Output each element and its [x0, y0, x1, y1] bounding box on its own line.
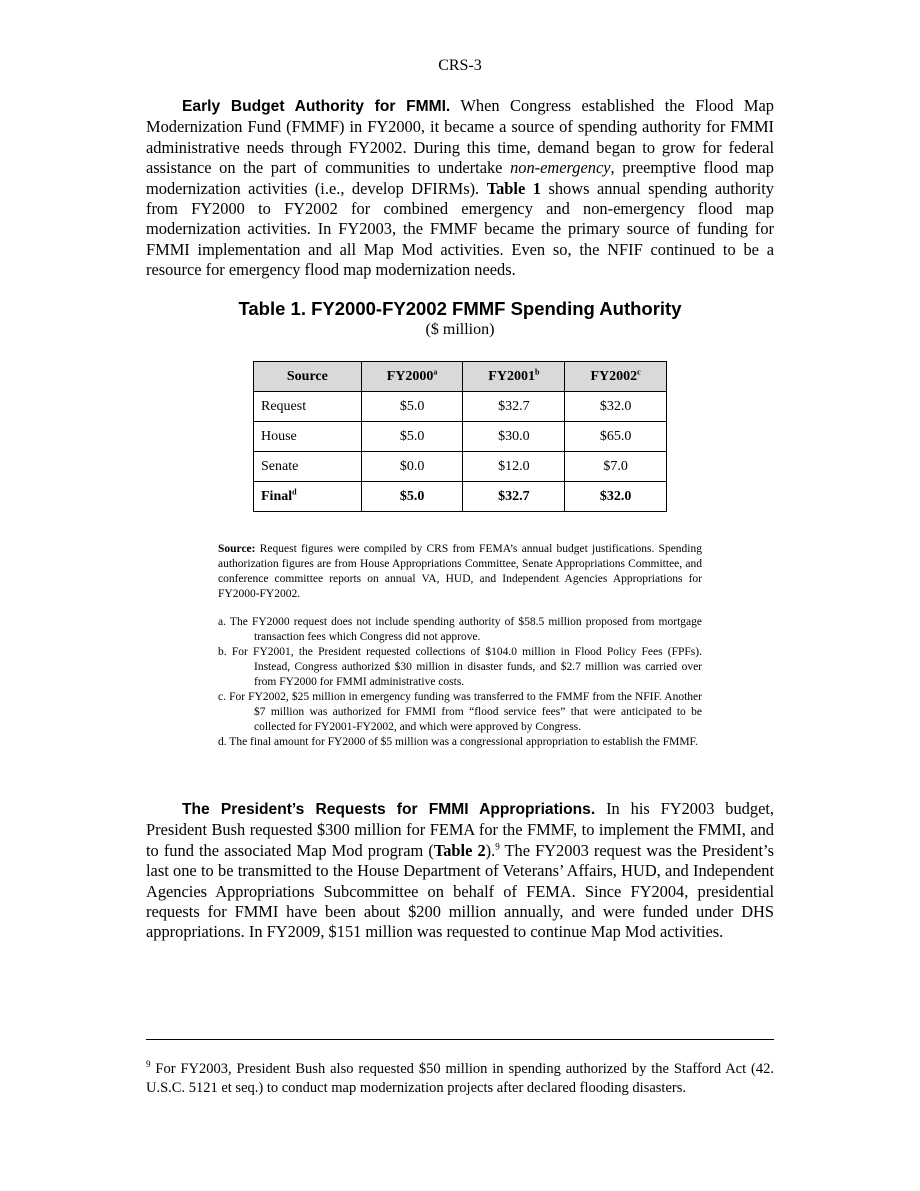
section1-text-b: , preemptive flood map modernization activities (i.e., develop DFIRMs).: [146, 158, 774, 198]
column-header-fy2000: FY2000$^a$: [361, 362, 463, 392]
column-header-fy2002: FY2002$^c$: [565, 362, 667, 392]
footnote-9: [146, 1060, 774, 1097]
table1-unit: ($ million): [425, 321, 495, 338]
section1-emphasis: non-emergency: [510, 158, 611, 178]
cell-fy2002: $65.0: [565, 422, 667, 452]
footnote-divider: [146, 1039, 774, 1040]
table1-title: Table 1. FY2000-FY2002 FMMF Spending Authority: [238, 298, 682, 319]
table1-source-note: [218, 542, 702, 602]
footnote-mark: 9: [146, 1059, 151, 1070]
section-heading-presidents-requests: The President’s Requests for FMMI Appropriations.: [182, 801, 596, 818]
cell-fy2001: $32.7: [463, 392, 565, 422]
section1-text-a: When Congress established the Flood Map Modernization Fund (FMMF) in FY2000, it became a source of spending authority for FMMI administrative needs through FY2002. During this time, demand began to grow for federal assistance on the part of communities to undertake: [146, 96, 774, 178]
section2-text-c: The FY2003 request was the President’s last one to be transmitted to the House Department of Veterans’ Affairs, HUD, and Independent Agencies Appropriations Subcommittee on behalf of FEMA. Since FY2004, presidential requests for FMMI have been about $200 million annually, and were funded under DHS appropriations. In FY2009, $151 million was requested to continue Map Mod activities.: [146, 840, 774, 942]
table-note: b. For FY2001, the President requested collections of $104.0 million in Flood Policy Fees (FPFs). Instead, Congress authorized $30 million in disaster funds, and $2.7 million was carried over from FY2000 for FMMI administrative costs.: [218, 646, 702, 688]
cell-fy2001: $30.0: [463, 422, 565, 452]
section1-text-c: shows annual spending authority from FY2000 to FY2002 for combined emergency and non-emergency flood map modernization activities. In FY2003, the FMMF became the primary source of funding for FMMI implementation and all Map Mod activities. Even so, the NFIF continued to be a resource for emergency flood map modernization needs.: [146, 178, 775, 280]
cell-fy2002: $32.0: [565, 392, 667, 422]
table1-reference: Table 1: [486, 178, 541, 198]
table2-reference: Table 2: [433, 840, 486, 860]
source-label: Source:: [218, 543, 256, 555]
source-text: Request figures were compiled by CRS from FEMA’s annual budget justifications. Spending authorization figures are from House Appropriations Committee, Senate Appropriations Committee, and conference committee reports on annual VA, HUD, and Independent Agencies Appropriations for FY2000-FY2002.: [218, 543, 702, 600]
row-source-cell: House: [254, 422, 362, 452]
table-row: [254, 392, 667, 422]
table-note: a. The FY2000 request does not include spending authority of $58.5 million proposed from mortgage transaction fees which Congress did not approve.: [218, 616, 702, 643]
cell-fy2002: $7.0: [565, 452, 667, 482]
column-header-source: Source: [254, 362, 362, 392]
section2-text-b: ).: [485, 840, 496, 860]
cell-fy2002-final: $32.0: [565, 482, 667, 512]
cell-fy2000: $5.0: [361, 392, 463, 422]
table-header-row: [254, 362, 667, 392]
cell-fy2001: $12.0: [463, 452, 565, 482]
section-early-budget-authority: [146, 96, 774, 281]
table-row: [254, 422, 667, 452]
table-note: d. The final amount for FY2000 of $5 million was a congressional appropriation to establish the FMMF.: [218, 736, 698, 748]
cell-fy2001-final: $32.7: [463, 482, 565, 512]
section-presidents-requests: [146, 799, 774, 943]
cell-fy2000: $5.0: [361, 422, 463, 452]
column-header-fy2001: FY2001$^b$: [463, 362, 565, 392]
section-heading-early-budget: Early Budget Authority for FMMI.: [182, 98, 451, 115]
footnote-reference[interactable]: 9: [495, 841, 500, 852]
table1-notes: [218, 615, 702, 750]
row-source-cell: Senate: [254, 452, 362, 482]
page-number: CRS-3: [438, 57, 482, 74]
footnote-text: For FY2003, President Bush also requested $50 million in spending authorized by the Stafford Act (42. U.S.C. 5121 et seq.) to conduct map modernization projects after declared flooding disasters.: [146, 1061, 774, 1096]
row-source-cell-final: Final$^d$: [254, 482, 362, 512]
table-row: [254, 452, 667, 482]
table-note: c. For FY2002, $25 million in emergency funding was transferred to the FMMF from the NFIF. Another $7 million was authorized for FMMI from “flood service fees” that were anticipated to be collected for FY2001-FY2002, and which were approved by Congress.: [218, 691, 702, 733]
cell-fy2000: $0.0: [361, 452, 463, 482]
table1-spending-authority: [253, 361, 667, 512]
section2-text-a: In his FY2003 budget, President Bush requested $300 million for FEMA for the FMMF, to implement the FMMI, and to fund the associated Map Mod program (: [146, 799, 774, 860]
row-source-cell: Request: [254, 392, 362, 422]
cell-fy2000-final: $5.0: [361, 482, 463, 512]
table-row-final: [254, 482, 667, 512]
